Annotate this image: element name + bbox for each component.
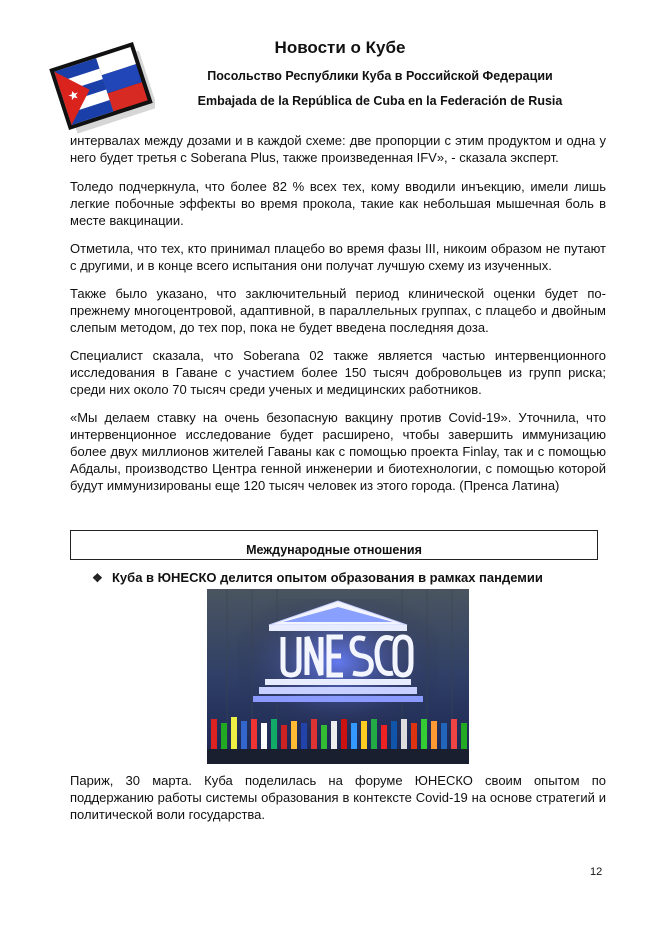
section-title: Международные отношения <box>246 543 422 557</box>
unesco-photo <box>207 589 469 764</box>
article-body <box>70 132 606 505</box>
paragraph: Отметила, что тех, кто принимал плацебо во время фазы III, никоим образом не путают с другими, и в конце всего испытания они получат лучшую схему из изученных. <box>70 241 606 273</box>
cuba-russia-flags-icon <box>45 28 155 138</box>
paragraph: Толедо подчеркнула, что более 82 % всех тех, кому вводили инъекцию, имели лишь легкие побочные эффекты во время прокола, такие как небольшая мышечная боль в месте вакцинации. <box>70 179 606 228</box>
embassy-name-es: Embajada de la República de Cuba en la Federación de Rusia <box>197 94 563 108</box>
section-header-box <box>70 530 598 560</box>
page-title: Новости о Кубе <box>274 38 406 57</box>
article-headline: Куба в ЮНЕСКО делится опытом образования в рамках пандемии <box>112 570 543 585</box>
page-number: 12 <box>590 866 603 878</box>
embassy-name-ru: Посольство Республики Куба в Российской Федерации <box>207 69 553 83</box>
article-lead <box>70 772 606 834</box>
paragraph: «Мы делаем ставку на очень безопасную вакцину против Covid-19». Уточнила, что интервенционное исследование будет расширено, чтобы завершить иммунизацию более двух миллионов жителей Гаваны как с помощью проекта Finlay, так и с помощью Абдалы, производство Центра генной инженерии и биотехнологии, с помощью которой будут иммунизированы еще 120 тысяч человек из этого города. (Пренса Латина) <box>70 410 606 493</box>
article-headline-row <box>92 570 543 585</box>
paragraph: интервалах между дозами и в каждой схеме: две пропорции с этим продуктом и одна у него будет третья с Soberana Plus, также произведенная IFV», - сказала эксперт. <box>70 133 606 165</box>
paragraph: Специалист сказала, что Soberana 02 также является частью интервенционного исследования в Гаване с участием более 150 тысяч добровольцев из групп риска; среди них около 70 тысяч среди ученых и медицинских работников. <box>70 348 606 397</box>
paragraph: Париж, 30 марта. Куба поделилась на форуме ЮНЕСКО своим опытом по поддержанию работы системы образования в контексте Covid-19 на основе стратегий и политической воли государства. <box>70 773 606 822</box>
paragraph: Также было указано, что заключительный период клинической оценки будет по-прежнему многоцентровой, адаптивной, в параллельных группах, с плацебо и двойным слепым методом, до тех пор, пока не будет введена последняя доза. <box>70 286 606 335</box>
diamond-bullet-icon: ❖ <box>92 571 103 585</box>
